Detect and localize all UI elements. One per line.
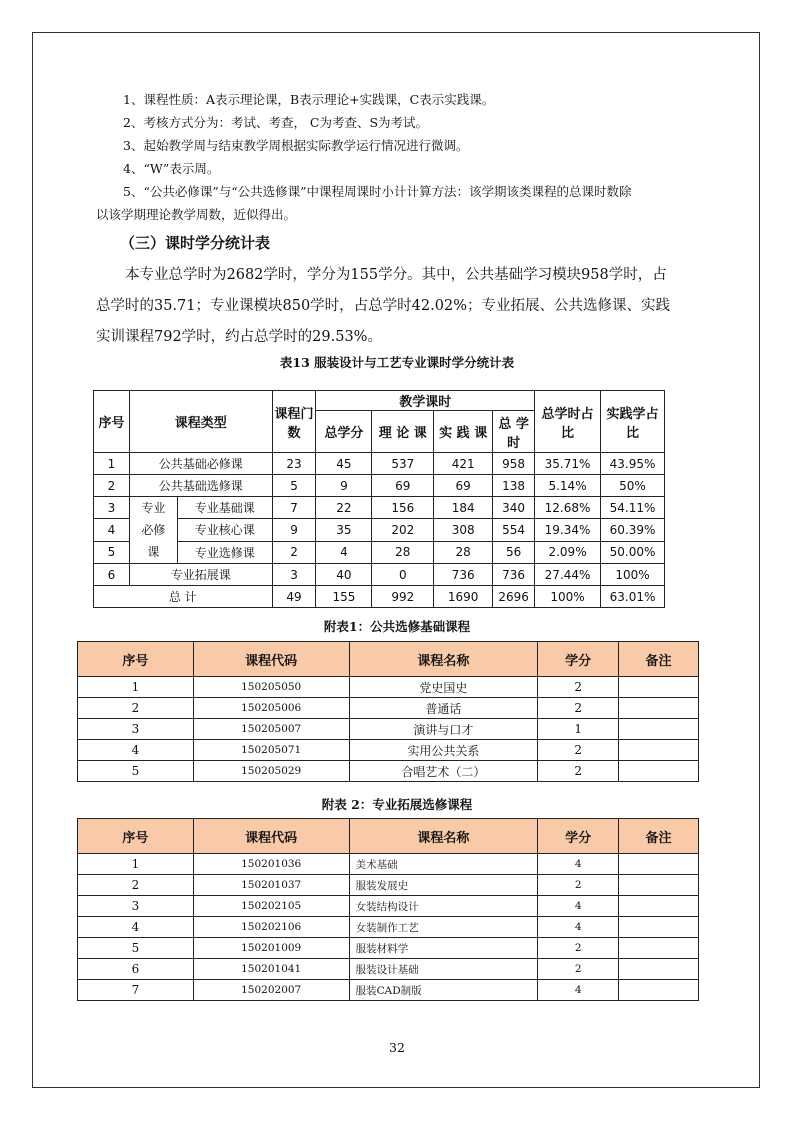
table-row [78, 740, 699, 761]
table-row [78, 761, 699, 782]
table-row [94, 541, 665, 563]
cell-seq: 5 [94, 541, 130, 563]
cell-count: 9 [272, 519, 316, 541]
cell-name: 实用公共关系 [349, 740, 538, 761]
col-header-credit: 学分 [538, 819, 619, 854]
cell-theory: 0 [372, 564, 434, 586]
table-row [94, 453, 665, 475]
cell-credit: 2 [538, 677, 619, 698]
cell-code: 150202007 [193, 980, 349, 1001]
total-credits: 155 [316, 586, 372, 608]
summary-paragraph [96, 260, 726, 353]
cell-type: 专业拓展课 [129, 564, 272, 586]
cell-name: 女装结构设计 [349, 896, 538, 917]
col-header-seq: 序号 [94, 391, 130, 453]
total-label: 总 计 [94, 586, 273, 608]
cell-note [619, 719, 699, 740]
cell-credit: 4 [538, 896, 619, 917]
cell-name: 服装材料学 [349, 938, 538, 959]
cell-seq: 4 [78, 917, 194, 938]
col-header-note: 备注 [619, 642, 699, 677]
group-label [129, 497, 177, 564]
cell-credits: 35 [316, 519, 372, 541]
cell-name: 美术基础 [349, 854, 538, 875]
cell-type: 专业基础课 [177, 497, 272, 519]
col-header-code: 课程代码 [193, 819, 349, 854]
cell-type: 公共基础选修课 [129, 475, 272, 497]
table-row [78, 896, 699, 917]
cell-seq: 5 [78, 761, 194, 782]
note-item: 3、起始教学周与结束教学周根据实际教学运行情况进行微调。 [123, 138, 469, 153]
cell-ratio: 12.68% [535, 497, 601, 519]
cell-theory: 69 [372, 475, 434, 497]
table-row [94, 519, 665, 541]
cell-practice: 308 [434, 519, 493, 541]
appendix2-table [77, 818, 699, 1001]
cell-theory: 156 [372, 497, 434, 519]
table-row [78, 677, 699, 698]
cell-count: 3 [272, 564, 316, 586]
cell-code: 150202105 [193, 896, 349, 917]
col-header-seq: 序号 [78, 819, 194, 854]
cell-credit: 4 [538, 854, 619, 875]
cell-code: 150205006 [193, 698, 349, 719]
paragraph-line: 实训课程792学时，约占总学时的29.53%。 [96, 329, 382, 345]
cell-seq: 1 [78, 854, 194, 875]
paragraph-line: 总学时的35.71；专业课模块850学时，占总学时42.02%；专业拓展、公共选修课、实践 [96, 298, 670, 314]
col-header-hour-ratio: 总学时占比 [535, 391, 601, 453]
cell-seq: 4 [78, 740, 194, 761]
cell-type: 专业核心课 [177, 519, 272, 541]
col-header-credits: 总学分 [316, 411, 372, 453]
cell-code: 150205007 [193, 719, 349, 740]
cell-ratio: 19.34% [535, 519, 601, 541]
table-row [78, 938, 699, 959]
cell-credit: 2 [538, 698, 619, 719]
cell-count: 5 [272, 475, 316, 497]
note-item-continued: 以该学期理论教学周数，近似得出。 [96, 207, 297, 222]
cell-note [619, 896, 699, 917]
cell-code: 150205050 [193, 677, 349, 698]
table-row [94, 475, 665, 497]
cell-practice: 184 [434, 497, 493, 519]
cell-credits: 22 [316, 497, 372, 519]
col-header-code: 课程代码 [193, 642, 349, 677]
cell-note [619, 917, 699, 938]
section-heading: （三）课时学分统计表 [120, 234, 271, 252]
paragraph-line: 本专业总学时为2682学时，学分为155学分。其中，公共基础学习模块958学时，占 [125, 267, 667, 283]
col-header-theory: 理 论 课 [372, 411, 434, 453]
cell-credit: 2 [538, 959, 619, 980]
cell-code: 150201037 [193, 875, 349, 896]
cell-credit: 1 [538, 719, 619, 740]
cell-ratio: 35.71% [535, 453, 601, 475]
table-row [94, 497, 665, 519]
cell-count: 7 [272, 497, 316, 519]
cell-seq: 2 [78, 875, 194, 896]
col-header-seq: 序号 [78, 642, 194, 677]
cell-credit: 2 [538, 761, 619, 782]
col-header-type: 课程类型 [129, 391, 272, 453]
table-row [78, 719, 699, 740]
cell-seq: 1 [94, 453, 130, 475]
cell-credits: 4 [316, 541, 372, 563]
cell-practice: 421 [434, 453, 493, 475]
col-header-name: 课程名称 [349, 819, 538, 854]
cell-name: 普通话 [349, 698, 538, 719]
cell-count: 2 [272, 541, 316, 563]
table-row [78, 875, 699, 896]
table-row [94, 564, 665, 586]
cell-seq: 3 [78, 896, 194, 917]
col-header-credit: 学分 [538, 642, 619, 677]
note-item: 1、课程性质：A表示理论课，B表示理论+实践课，C表示实践课。 [123, 92, 495, 107]
cell-seq: 3 [94, 497, 130, 519]
cell-seq: 6 [94, 564, 130, 586]
appendix2-caption: 附表 2：专业拓展选修课程 [321, 797, 473, 812]
cell-count: 23 [272, 453, 316, 475]
cell-credit: 4 [538, 980, 619, 1001]
cell-theory: 202 [372, 519, 434, 541]
cell-name: 演讲与口才 [349, 719, 538, 740]
cell-theory: 28 [372, 541, 434, 563]
cell-total: 958 [493, 453, 535, 475]
table13-hours-credits [93, 390, 665, 608]
cell-seq: 5 [78, 938, 194, 959]
total-ratio: 100% [535, 586, 601, 608]
appendix1-caption: 附表1：公共选修基础课程 [323, 619, 471, 634]
cell-seq: 6 [78, 959, 194, 980]
cell-practice-ratio: 54.11% [601, 497, 665, 519]
total-practice: 1690 [434, 586, 493, 608]
cell-code: 150201009 [193, 938, 349, 959]
cell-credits: 40 [316, 564, 372, 586]
cell-practice-ratio: 60.39% [601, 519, 665, 541]
cell-practice: 69 [434, 475, 493, 497]
total-count: 49 [272, 586, 316, 608]
cell-note [619, 698, 699, 719]
table-row [78, 854, 699, 875]
col-header-note: 备注 [619, 819, 699, 854]
cell-credits: 45 [316, 453, 372, 475]
cell-name: 女装制作工艺 [349, 917, 538, 938]
cell-ratio: 27.44% [535, 564, 601, 586]
total-practice-ratio: 63.01% [601, 586, 665, 608]
cell-note [619, 938, 699, 959]
cell-credit: 2 [538, 740, 619, 761]
notes-list [96, 88, 726, 226]
cell-credit: 4 [538, 917, 619, 938]
cell-practice-ratio: 43.95% [601, 453, 665, 475]
cell-seq: 1 [78, 677, 194, 698]
appendix1-table [77, 641, 699, 782]
total-theory: 992 [372, 586, 434, 608]
note-item: 2、考核方式分为：考试、考查， C为考查、S为考试。 [123, 115, 429, 130]
table-total-row [94, 586, 665, 608]
cell-total: 138 [493, 475, 535, 497]
cell-code: 150205071 [193, 740, 349, 761]
note-item: 4、“W”表示周。 [123, 161, 220, 176]
cell-total: 56 [493, 541, 535, 563]
cell-ratio: 5.14% [535, 475, 601, 497]
table13-caption: 表13 服装设计与工艺专业课时学分统计表 [279, 355, 515, 370]
cell-total: 554 [493, 519, 535, 541]
col-header-name: 课程名称 [349, 642, 538, 677]
cell-practice-ratio: 50% [601, 475, 665, 497]
cell-practice: 28 [434, 541, 493, 563]
cell-note [619, 959, 699, 980]
table-row [78, 980, 699, 1001]
cell-name: 党史国史 [349, 677, 538, 698]
total-hours: 2696 [493, 586, 535, 608]
cell-name: 服装发展史 [349, 875, 538, 896]
cell-credit: 2 [538, 875, 619, 896]
cell-note [619, 677, 699, 698]
cell-type: 公共基础必修课 [129, 453, 272, 475]
group-label-text: 专业必修课 [141, 501, 166, 559]
col-header-practice: 实 践 课 [434, 411, 493, 453]
cell-note [619, 875, 699, 896]
cell-credits: 9 [316, 475, 372, 497]
cell-code: 150201036 [193, 854, 349, 875]
table-row [78, 698, 699, 719]
cell-seq: 4 [94, 519, 130, 541]
col-header-total-hours: 总 学 时 [493, 411, 535, 453]
cell-name: 合唱艺术（二） [349, 761, 538, 782]
cell-seq: 2 [78, 698, 194, 719]
cell-name: 服装设计基础 [349, 959, 538, 980]
cell-seq: 3 [78, 719, 194, 740]
cell-note [619, 854, 699, 875]
cell-theory: 537 [372, 453, 434, 475]
cell-seq: 7 [78, 980, 194, 1001]
cell-note [619, 980, 699, 1001]
cell-name: 服装CAD制版 [349, 980, 538, 1001]
note-item: 5、“公共必修课”与“公共选修课”中课程周课时小计计算方法：该学期该类课程的总课时数除 [123, 184, 632, 199]
col-header-practice-ratio: 实践学占比 [601, 391, 665, 453]
cell-total: 736 [493, 564, 535, 586]
col-header-teaching-hours: 教学课时 [316, 391, 535, 411]
page-number: 32 [389, 1040, 405, 1055]
cell-total: 340 [493, 497, 535, 519]
cell-practice-ratio: 100% [601, 564, 665, 586]
cell-code: 150201041 [193, 959, 349, 980]
cell-practice: 736 [434, 564, 493, 586]
table-row [78, 917, 699, 938]
cell-ratio: 2.09% [535, 541, 601, 563]
table-row [78, 959, 699, 980]
cell-note [619, 740, 699, 761]
cell-practice-ratio: 50.00% [601, 541, 665, 563]
cell-seq: 2 [94, 475, 130, 497]
cell-code: 150205029 [193, 761, 349, 782]
cell-type: 专业选修课 [177, 541, 272, 563]
col-header-count: 课程门数 [272, 391, 316, 453]
cell-credit: 2 [538, 938, 619, 959]
cell-note [619, 761, 699, 782]
cell-code: 150202106 [193, 917, 349, 938]
